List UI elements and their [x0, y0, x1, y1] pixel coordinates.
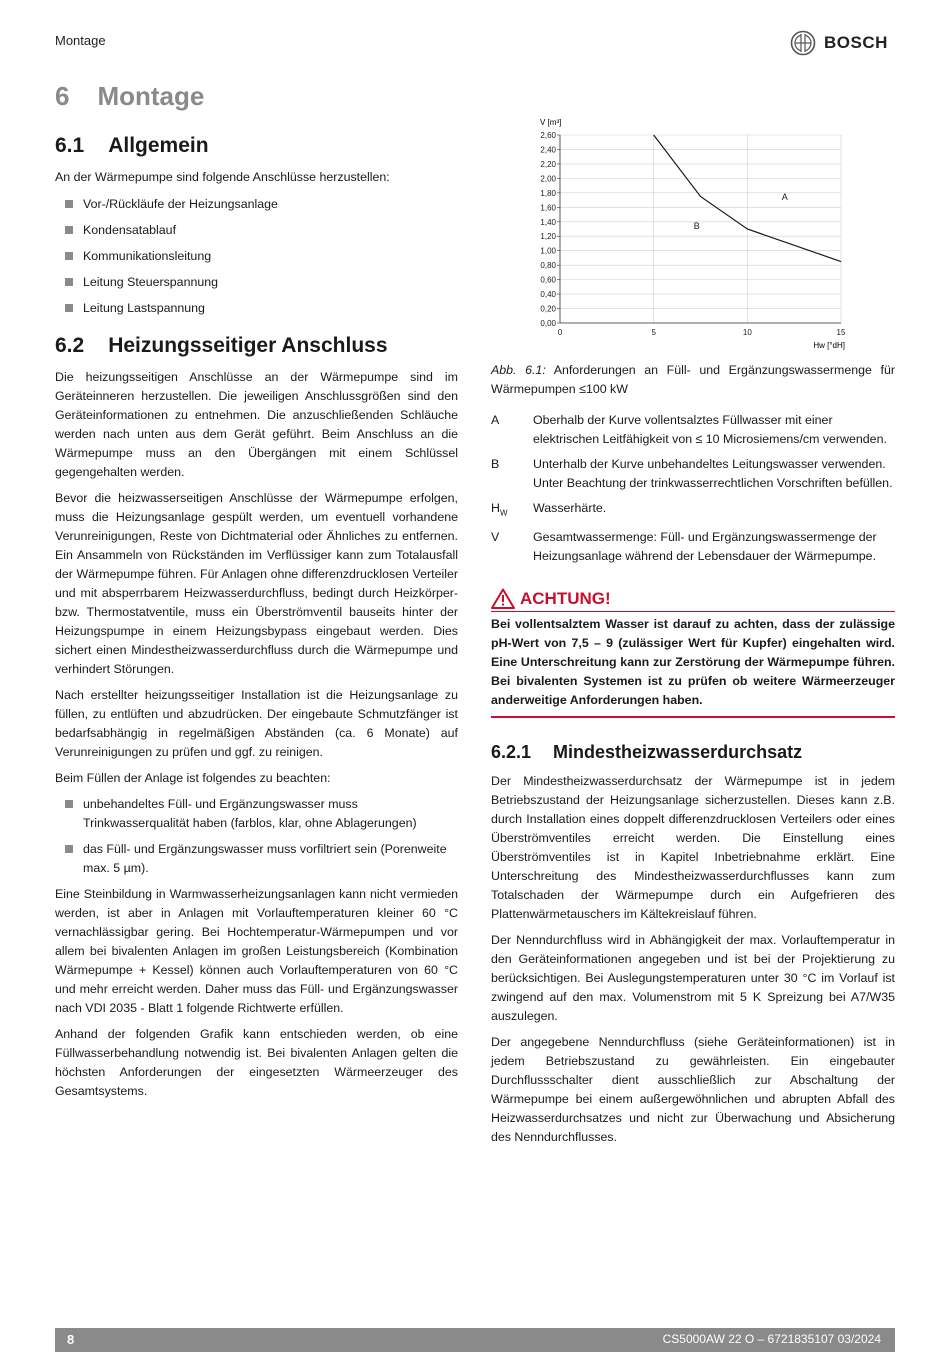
page-number: 8 — [67, 1332, 75, 1347]
paragraph: Der Nenndurchfluss wird in Abhängigkeit der max. Vorlauftemperatur in den Geräteinformationen angegeben und ist bei der Projektierung zu berücksichtigen. Bei Auslegungstemperaturen unter 30 °C im Vorlauf ist zwingend auf den max. Volumenstrom mit 5 K Spreizung bei A7/W35 auszulegen. — [491, 933, 895, 1024]
y-tick-label: 2,40 — [540, 145, 556, 155]
section-title: Allgemein — [108, 134, 209, 157]
running-header: Montage — [55, 33, 106, 48]
list-item: Kommunikationsleitung — [55, 247, 458, 266]
chapter-number: 6 — [55, 81, 70, 111]
bosch-logo — [790, 30, 888, 56]
section-heading-6-2 — [55, 332, 458, 360]
y-tick-label: 1,60 — [540, 203, 556, 213]
y-axis-label: V [m³] — [540, 118, 562, 127]
legend-key-main: H — [491, 501, 500, 515]
warning-triangle-icon — [491, 588, 515, 609]
legend-row — [491, 411, 895, 449]
warning-header — [491, 588, 895, 612]
connection-list — [55, 195, 458, 318]
paragraph: Beim Füllen der Anlage ist folgendes zu beachten: — [55, 771, 331, 785]
region-label: B — [693, 221, 700, 231]
right-column — [491, 361, 895, 1147]
list-item: Kondensatablauf — [55, 221, 458, 240]
figure-legend — [491, 411, 895, 566]
x-tick-label: 0 — [557, 328, 563, 337]
x-tick-label: 5 — [651, 328, 656, 337]
filling-list — [55, 795, 458, 878]
legend-key: V — [491, 530, 500, 545]
y-tick-label: 0,80 — [540, 261, 556, 271]
region-label: A — [781, 192, 788, 203]
y-tick-label: 2,60 — [540, 131, 556, 140]
section-number: 6.2.1 — [491, 742, 532, 763]
y-tick-label: 1,80 — [540, 188, 556, 198]
legend-text: Unterhalb der Kurve unbehandeltes Leitungswasser verwenden. Unter Beachtung der trinkwasserrechtlichen Vorschriften befüllen. — [533, 457, 893, 490]
figure-caption-text: Anforderungen an Füll- und Ergänzungswassermenge für Wärmepumpen ≤100 kW — [491, 363, 895, 396]
paragraph: Der Mindestheizwasserdurchsatz der Wärmepumpe ist in jedem Betriebszustand der Heizungsanlage sicherzustellen. Dieses kann z.B. durch Installation eines doppelt differenzdrucklosen Verteilers oder eines Überströmventiles erreicht werden. Die Einstellung eines Überströmventiles ist in Kapitel Inbetriebnahme erklärt. Eine Unterschreitung des Mindestheizwasserdurchflusses kann zum Totalschaden der Wärmepumpe durch ein Aufgefrieren des Plattenwärmetauschers im Kältekreislauf führen. — [491, 774, 895, 922]
list-item: das Füll- und Ergänzungswasser muss vorfiltriert sein (Porenweite max. 5 µm). — [55, 840, 458, 878]
y-tick-label: 1,40 — [540, 217, 556, 227]
legend-key-sub: W — [499, 508, 508, 518]
warning-box — [491, 588, 895, 718]
figure-caption — [491, 361, 895, 399]
paragraph: Der angegebene Nenndurchfluss (siehe Geräteinformationen) ist in jedem Betriebszustand zu gewährleisten. Ein eingebauter Durchflussschalter dient ausschließlich zur Abschaltung der Wärmepumpe bei einem außergewöhnlichen und abrupten Abfall des Heizwasserdurchsatzes und nicht zur Überwachung und Absicherung des Nenndurchflusses. — [491, 1035, 895, 1145]
section-number: 6.2 — [55, 334, 85, 357]
list-item: Leitung Steuerspannung — [55, 273, 458, 292]
chapter-title: Montage — [97, 81, 205, 111]
paragraph: Eine Steinbildung in Warmwasserheizungsanlagen kann nicht vermieden werden, ist aber in Anlagen mit Vorlauftemperaturen kleiner 60 °C vernachlässigbar gering. Bei Hochtemperatur-Wärmepumpen und vor allem bei bivalenten Anlagen im großen Leistungsbereich (Kombination Wärmepumpe + Kessel) können auch Vorlauftemperaturen von 60 °C und mehr erreicht werden. Daher muss das Füll- und Ergänzungswasser nach VDI 2035 - Blatt 1 folgende Richtwerte erfüllen. — [55, 887, 458, 1015]
figure-label: Abb. 6.1: — [491, 363, 546, 377]
section-heading-6-1 — [55, 132, 458, 160]
x-tick-label: 15 — [836, 328, 846, 337]
y-tick-label: 2,00 — [540, 174, 556, 184]
legend-key — [491, 499, 533, 522]
warning-text: Bei vollentsalztem Wasser ist darauf zu achten, dass der zulässige pH-Wert von 7,5 – 9 (zulässiger Wert für Kupfer) eingehalten wird. Eine Unterschreitung kann zur Zerstörung der Wärmepumpe führen. Bei bivalenten Systemen ist zu prüfen ob weitere Wärmeerzeuger anderweitige Anforderungen haben. — [491, 617, 895, 708]
water-volume-chart — [530, 112, 860, 354]
y-tick-label: 1,20 — [540, 232, 556, 242]
list-item: Vor-/Rückläufe der Heizungsanlage — [55, 195, 458, 214]
section-title: Heizungsseitiger Anschluss — [108, 334, 388, 357]
paragraph: Die heizungsseitigen Anschlüsse an der Wärmepumpe sind im Geräteinneren herzustellen. Die jeweiligen Anschlussgrößen sind den Geräteinformationen zu entnehmen. Die anzuschließenden Schläuche werden nach unten aus dem Gerät geführt. Beim Anschluss an die Wärmepumpe muss an den Übergängen mit einem Schlüssel gegengehalten werden. — [55, 370, 458, 479]
list-item: unbehandeltes Füll- und Ergänzungswasser muss Trinkwasserqualität haben (farblos, klar, ohne Ablagerungen) — [55, 795, 458, 833]
section-number: 6.1 — [55, 134, 85, 157]
paragraph: Anhand der folgenden Grafik kann entschieden werden, ob eine Füllwasserbehandlung notwendig ist. Bei bivalenten Anlagen gelten die höchsten Anforderungen der eingesetzten Wärmeerzeuger des Gesamtsystems. — [55, 1027, 458, 1098]
bosch-armature-icon — [790, 30, 816, 56]
x-tick-label: 10 — [742, 328, 752, 337]
legend-key: A — [491, 413, 500, 427]
list-item: Leitung Lastspannung — [55, 299, 458, 318]
paragraph: Nach erstellter heizungsseitiger Installation ist die Heizungsanlage zu füllen, zu entlüften und abzudrücken. Der eingebaute Schmutzfänger ist bedarfsabhängig in regelmäßigen Abständen (ca. 6 Monate) auf Verunreinigungen zu prüfen und ggf. zu reinigen. — [55, 688, 458, 759]
document-reference: CS5000AW 22 O – 6721835107 03/2024 — [662, 1332, 881, 1346]
legend-text: Oberhalb der Kurve vollentsalztes Füllwasser mit einer elektrischen Leitfähigkeit von ≤ 10 Microsiemens/cm verwenden. — [533, 413, 887, 446]
paragraph: An der Wärmepumpe sind folgende Anschlüsse herzustellen: — [55, 170, 390, 184]
legend-text: Wasserhärte. — [533, 501, 607, 515]
legend-text: Gesamtwassermenge: Füll- und Ergänzungswassermenge der Heizungsanlage während der Lebensdauer der Wärmepumpe. — [533, 530, 877, 564]
warning-title: ACHTUNG! — [520, 588, 611, 608]
footer-bar — [55, 1328, 895, 1352]
legend-row — [491, 499, 895, 522]
paragraph: Bevor die heizwasserseitigen Anschlüsse der Wärmepumpe erfolgen, muss die Heizungsanlage gespült werden, um eventuell vorhandene Verunreinigungen, Reste von Dichtmaterial oder Ähnliches zu entfernen. Ein Ansammeln von Rückständen im Verflüssiger kann zum Totalausfall der Wärmepumpe führen. Für Anlagen ohne differenzdrucklosen Verteiler und mit absperrbarem Heizwasserdurchfluss, bedingt durch Heizkörper- bzw. Thermostatventile, muss ein Überströmventil bauseits hinter der Heizungspumpe in einem Heizungsbypass eingebaut werden. Dies sichert einen Mindestheizwasserdurchfluss durch die Wärmepumpe und verhindert Störungen. — [55, 491, 458, 676]
legend-key: B — [491, 457, 500, 471]
y-tick-label: 0,40 — [540, 290, 556, 300]
brand-name: BOSCH — [824, 33, 888, 52]
y-tick-label: 2,20 — [540, 159, 556, 169]
y-tick-label: 0,00 — [540, 319, 556, 328]
section-title: Mindestheizwasserdurchsatz — [553, 742, 803, 763]
y-tick-label: 1,00 — [540, 246, 556, 256]
y-tick-label: 0,20 — [540, 304, 556, 314]
left-column — [55, 80, 458, 1101]
section-heading-6-2-1 — [491, 740, 895, 764]
y-tick-label: 0,60 — [540, 275, 556, 285]
legend-row — [491, 528, 895, 566]
chapter-heading — [55, 80, 458, 112]
legend-row — [491, 455, 895, 493]
x-axis-label: Hw [°dH] — [813, 341, 845, 350]
